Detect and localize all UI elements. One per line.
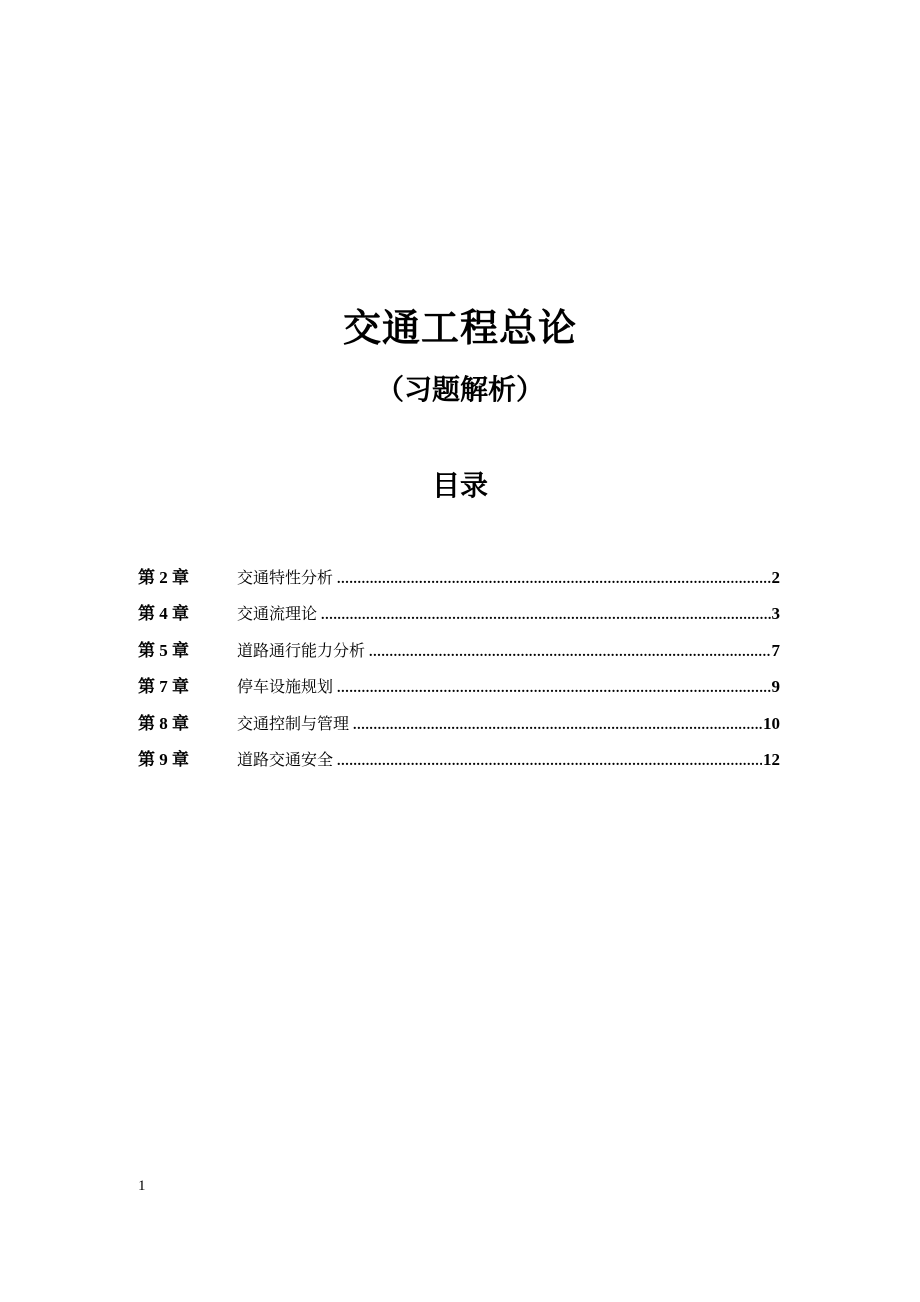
toc-entry[interactable] [138,669,780,705]
toc-dot-leader [353,708,762,744]
toc-entry[interactable] [138,560,780,596]
toc-dot-leader [337,562,770,598]
toc-chapter-number: 第 7 章 [138,677,189,697]
toc-chapter-title: 道路通行能力分析 [237,640,366,660]
document-subtitle: （习题解析） [375,373,544,406]
toc-page-number: 7 [771,640,780,660]
toc-chapter-number: 第 5 章 [138,640,189,660]
document-title: 交通工程总论 [342,306,577,350]
toc-chapter-number: 第 8 章 [138,713,189,733]
toc-entry[interactable] [138,742,780,778]
toc-page-number: 10 [763,713,780,733]
toc-chapter-title: 道路交通安全 [237,749,334,769]
toc-dot-leader [369,635,770,671]
toc-chapter-title: 交通流理论 [237,604,318,624]
toc-entry[interactable] [138,633,780,669]
toc-heading: 目录 [431,469,488,502]
toc-dot-leader [321,598,770,634]
toc-entry[interactable] [138,596,780,632]
toc-dot-leader [337,744,762,780]
toc-chapter-number: 第 2 章 [138,568,189,587]
toc-chapter-number: 第 9 章 [138,749,189,769]
toc-chapter-title: 交通控制与管理 [237,713,350,733]
toc-chapter-title: 停车设施规划 [237,677,334,697]
table-of-contents [138,560,780,778]
toc-dot-leader [337,671,770,707]
toc-chapter-number: 第 4 章 [138,604,189,624]
page-number: 1 [138,1178,146,1194]
toc-page-number: 9 [771,677,780,697]
toc-page-number: 12 [763,749,780,769]
toc-page-number: 3 [771,604,780,624]
toc-page-number: 2 [771,568,780,587]
toc-entry[interactable] [138,706,780,742]
toc-chapter-title: 交通特性分析 [237,568,334,587]
